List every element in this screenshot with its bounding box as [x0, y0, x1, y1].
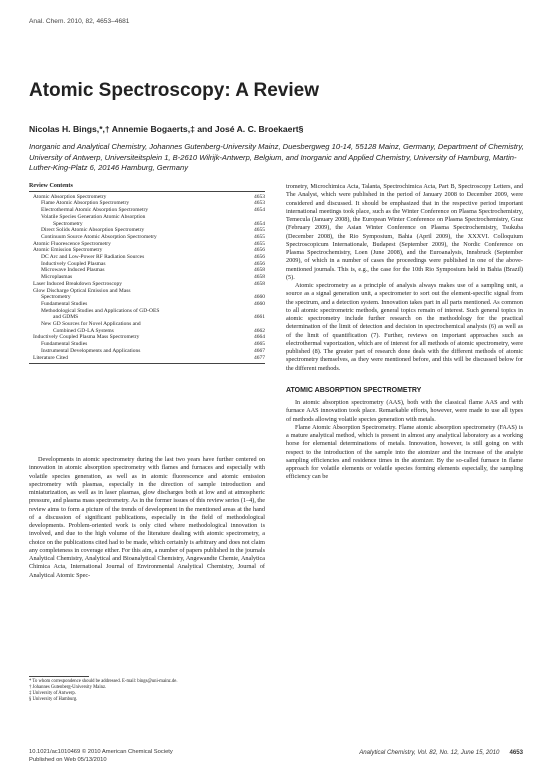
- toc-entry-page: 4667: [254, 347, 265, 354]
- paragraph-principles: Atomic spectrometry as a principle of analysis always makes use of a sampling unit, a source as a signal generation unit, a spectrometer to sort out the element-specific signal from the spectrum, and a detection system. Innovation takes part in all parts mentioned. As common to all atomic spectrometric methods, general topics remain of interest. Such general topics in atomic spectrometry include further research on the methodology for the practical determination of the limit of detection and decision in spectrochemical analysis (6) as well as of the limit of quantification (7). Further, reviews on important approaches such as electrothermal vaporization, which are of interest for all methods of atomic spectrometry, were published (8). The greater part of research done deals with the different methods of atomic spectrometry themselves, as they were mentioned before, and this will be discussed below for the different methods.: [286, 282, 523, 372]
- toc-entry-page: 4653: [254, 193, 265, 200]
- toc-entry-label: Literature Cited: [33, 354, 68, 361]
- toc-entry: [29, 308, 265, 315]
- toc-entry: [29, 301, 265, 308]
- toc-entry-label: Inductively Coupled Plasma Mass Spectrometry: [33, 334, 140, 341]
- toc-entry: [29, 267, 265, 274]
- toc-entry: [29, 341, 265, 348]
- toc-entry-label: Volatile Species Generation Atomic Absorption: [41, 213, 146, 220]
- right-column: [286, 183, 523, 482]
- toc-entry: [29, 288, 265, 295]
- toc-entry-label: Atomic Fluorescence Spectrometry: [33, 240, 111, 247]
- toc-entry-label: Continuum Source Atomic Absorption Spectrometry: [41, 233, 157, 240]
- toc-entry: [29, 281, 265, 288]
- toc-entry: [29, 234, 265, 241]
- toc-entry: [29, 207, 265, 214]
- footer-published: Published on Web 05/13/2010: [29, 756, 107, 763]
- toc-entry-label: Methodological Studies and Applications of GD-OES: [41, 307, 160, 314]
- paragraph-faas: Flame Atomic Absorption Spectrometry. Flame atomic absorption spectrometry (FAAS) is a mature analytical method, which is present in almost any analytical laboratory as a working horse for elemental determinations of metals. Innovation, however, is still going on with respect to the introduction of the sample into the atomizer and the increase of the analyte sampling efficiencies and residence times in the atomizer. By the so-called furnace in flame approach for volatile elements or volatile species forming elements especially, the sampling efficiency can be: [286, 423, 523, 481]
- toc-entry-label: Instrumental Developments and Applications: [41, 347, 141, 354]
- toc-entry: [29, 241, 265, 248]
- toc-entry-label: Microwave Induced Plasmas: [41, 267, 105, 274]
- paragraph-meetings: trometry, Microchimica Acta, Talanta, Spectrochimica Acta, Part B, Spectroscopy Letters, and The Analyst, which were published in the period of January 2008 to December 2009, were considered and discussed. It should be emphasized that in the respective period important international meetings took place, such as the Winter Conference on Plasma Spectrochemistry, Temecula (January 2008), the European Winter Conference on Plasma Spectrochemistry, Graz (February 2009), the Asian Winter Conference on Plasma Spectrochemistry, Tsukuba (December 2008), the Rio Symposium, Bahia (April 2009), the XXXVI. Colloquium Spectroscopicum Internationale, Budapest (September 2009), the Nordic Conference on Plasma Spectrochemistry, Loen (June 2008), and the Euroanalysis, Innsbruck (September 2009), of which in a number of cases the proceedings were published in one of the above-mentioned journals. This is, e.g., the case for the 10th Rio Symposium held in Bahia (Brazil) (5).: [286, 183, 523, 281]
- toc-entry-page: 4658: [254, 274, 265, 281]
- paragraph-aas-intro: In atomic absorption spectrometry (AAS), both with the classical flame AAS and with furnace AAS innovation took place. Remarkable efforts, however, were made to use all types of methods allowing volatile species generation with metals.: [286, 399, 523, 423]
- toc-entry-page: [243, 321, 265, 328]
- toc-entry: [29, 214, 265, 221]
- toc-entry-page: 4655: [254, 240, 265, 247]
- toc-entry-page: 4656: [254, 247, 265, 254]
- toc-entry-label: Inductively Coupled Plasmas: [41, 260, 106, 267]
- toc-entry-label: New GD Sources for Novel Applications and: [41, 321, 141, 328]
- toc-entry-label: Combined GD-LA Systems: [53, 327, 114, 334]
- toc-entry-page: 4677: [254, 354, 265, 361]
- toc-entry: [29, 200, 265, 207]
- toc-entry-page: 4656: [254, 260, 265, 267]
- toc-entry-page: 4654: [254, 207, 265, 214]
- toc-entry-page: 4660: [254, 294, 265, 301]
- toc-entry-page: 4655: [254, 233, 265, 240]
- toc-entry-label: Laser Induced Breakdown Spectroscopy: [33, 280, 123, 287]
- toc-entry-label: Spectrometry: [41, 294, 71, 301]
- toc-entry-page: 4654: [254, 220, 265, 227]
- toc-entry-label: Flame Atomic Absorption Spectrometry: [41, 200, 130, 207]
- toc-entry-label: Glow Discharge Optical Emission and Mass: [33, 287, 131, 294]
- toc-entry-label: Spectrometry: [53, 220, 83, 227]
- toc-divider: [29, 363, 265, 364]
- toc-entry-page: 4655: [254, 227, 265, 234]
- toc-entry: [29, 261, 265, 268]
- toc-list: [29, 194, 265, 362]
- toc-entry: [29, 227, 265, 234]
- toc-entry-label: Fundamental Studies: [41, 300, 88, 307]
- toc-entry-page: 4661: [254, 314, 265, 321]
- toc-entry: [29, 274, 265, 281]
- toc-entry-page: [243, 288, 265, 295]
- page-number: 4653: [509, 749, 523, 756]
- footer-journal-block: [359, 749, 523, 756]
- toc-entry-page: 4662: [254, 327, 265, 334]
- footnote-correspondence: * To whom correspondence should be addressed. E-mail: bings@uni-mainz.de.: [29, 679, 178, 684]
- toc-entry-page: 4660: [254, 300, 265, 307]
- toc-entry: [29, 221, 265, 228]
- toc-entry-label: Direct Solids Atomic Absorption Spectrometry: [41, 227, 145, 234]
- author-list: Nicolas H. Bings,*,† Annemie Bogaerts,‡ and José A. C. Broekaert§: [29, 124, 304, 134]
- affiliations: Inorganic and Analytical Chemistry, Johannes Gutenberg-University Mainz, Duesbergweg 10-14, 55128 Mainz, Germany, Department of Chemistry, University of Antwerp, Universiteitsplein 1, B-2610 Wilrijk-Antwerp, Belgium, and Inorganic and Applied Chemistry, University of Hamburg, Martin-Luther-King-Platz 6, 20146 Hamburg, Germany: [29, 142, 524, 173]
- toc-entry-label: Fundamental Studies: [41, 341, 88, 348]
- toc-entry-page: 4656: [254, 254, 265, 261]
- article-title: Atomic Spectroscopy: A Review: [29, 80, 320, 101]
- toc-entry-label: DC Arc and Low-Power RF Radiation Sources: [41, 254, 145, 261]
- toc-entry: [29, 294, 265, 301]
- toc-entry-page: [243, 308, 265, 315]
- toc-entry-label: Electrothermal Atomic Absorption Spectrometry: [41, 207, 149, 214]
- toc-entry: [29, 194, 265, 201]
- toc-heading: Review Contents: [29, 183, 265, 192]
- section-heading: ATOMIC ABSORPTION SPECTROMETRY: [286, 386, 422, 394]
- toc-entry-label: Atomic Emission Spectrometry: [33, 247, 103, 254]
- intro-paragraph: Developments in atomic spectrometry during the last two years have further centered on innovation in atomic absorption spectrometry with flames and furnaces and especially with volatile species generation, as well as in atomic fluorescence and atomic emission spectrometry with plasmas, especially in the direction of sample introduction and miniaturization, as well as in laser plasmas, glow discharges both at low and at atmospheric pressure, and plasma mass spectrometry. As in the former issues of this review series (1–4), the review aims to form a picture of the trends of development in the mentioned areas at the hand of a discussion of significant publications, especially in the field of methodological developments. Problem-oriented work is only cited where methodological innovation is involved, and due to the high volume of the literature dealing with atomic spectrometry, a choice on the publications cited had to be made, which certainly is arbitrary and does not claim any completeness in coverage either. For this aim, a number of papers published in the journals Analytical Chemistry, Analytical and Bioanalytical Chemistry, Angewandte Chemie, Analytica Chimica Acta, International Journal of Environmental Analytical Chemistry, Journal of Analytical Atomic Spec-: [29, 456, 265, 579]
- footer-journal: Analytical Chemistry, Vol. 82, No. 12, June 15, 2010: [359, 749, 500, 756]
- footnote-antwerp: ‡ University of Antwerp.: [29, 691, 76, 696]
- footnote-mainz: † Johannes Gutenberg-University Mainz.: [29, 685, 107, 690]
- footer-doi: 10.1021/ac1010469 © 2010 American Chemical Society: [29, 749, 173, 755]
- toc-entry-page: 4658: [254, 267, 265, 274]
- left-column: [29, 456, 265, 580]
- footer-doi-block: [29, 749, 173, 764]
- journal-citation: Anal. Chem. 2010, 82, 4653–4681: [29, 18, 130, 25]
- toc-entry-label: Microplasmas: [41, 274, 73, 281]
- toc-entry: [29, 247, 265, 254]
- footnote-hamburg: § University of Hamburg.: [29, 697, 78, 702]
- review-contents: [29, 183, 265, 364]
- toc-entry: [29, 348, 265, 355]
- toc-entry-page: 4665: [254, 341, 265, 348]
- toc-entry: [29, 355, 265, 362]
- toc-entry-label: Atomic Absorption Spectrometry: [33, 193, 107, 200]
- toc-entry-label: and GDMS: [53, 314, 79, 321]
- toc-entry: [29, 321, 265, 328]
- toc-entry: [29, 254, 265, 261]
- toc-entry: [29, 328, 265, 335]
- footnote-divider: [29, 676, 89, 677]
- toc-entry-page: 4658: [254, 280, 265, 287]
- toc-entry: [29, 334, 265, 341]
- toc-entry-page: 4664: [254, 334, 265, 341]
- toc-entry-page: 4653: [254, 200, 265, 207]
- footnotes: [29, 676, 265, 703]
- toc-entry-page: [243, 214, 265, 221]
